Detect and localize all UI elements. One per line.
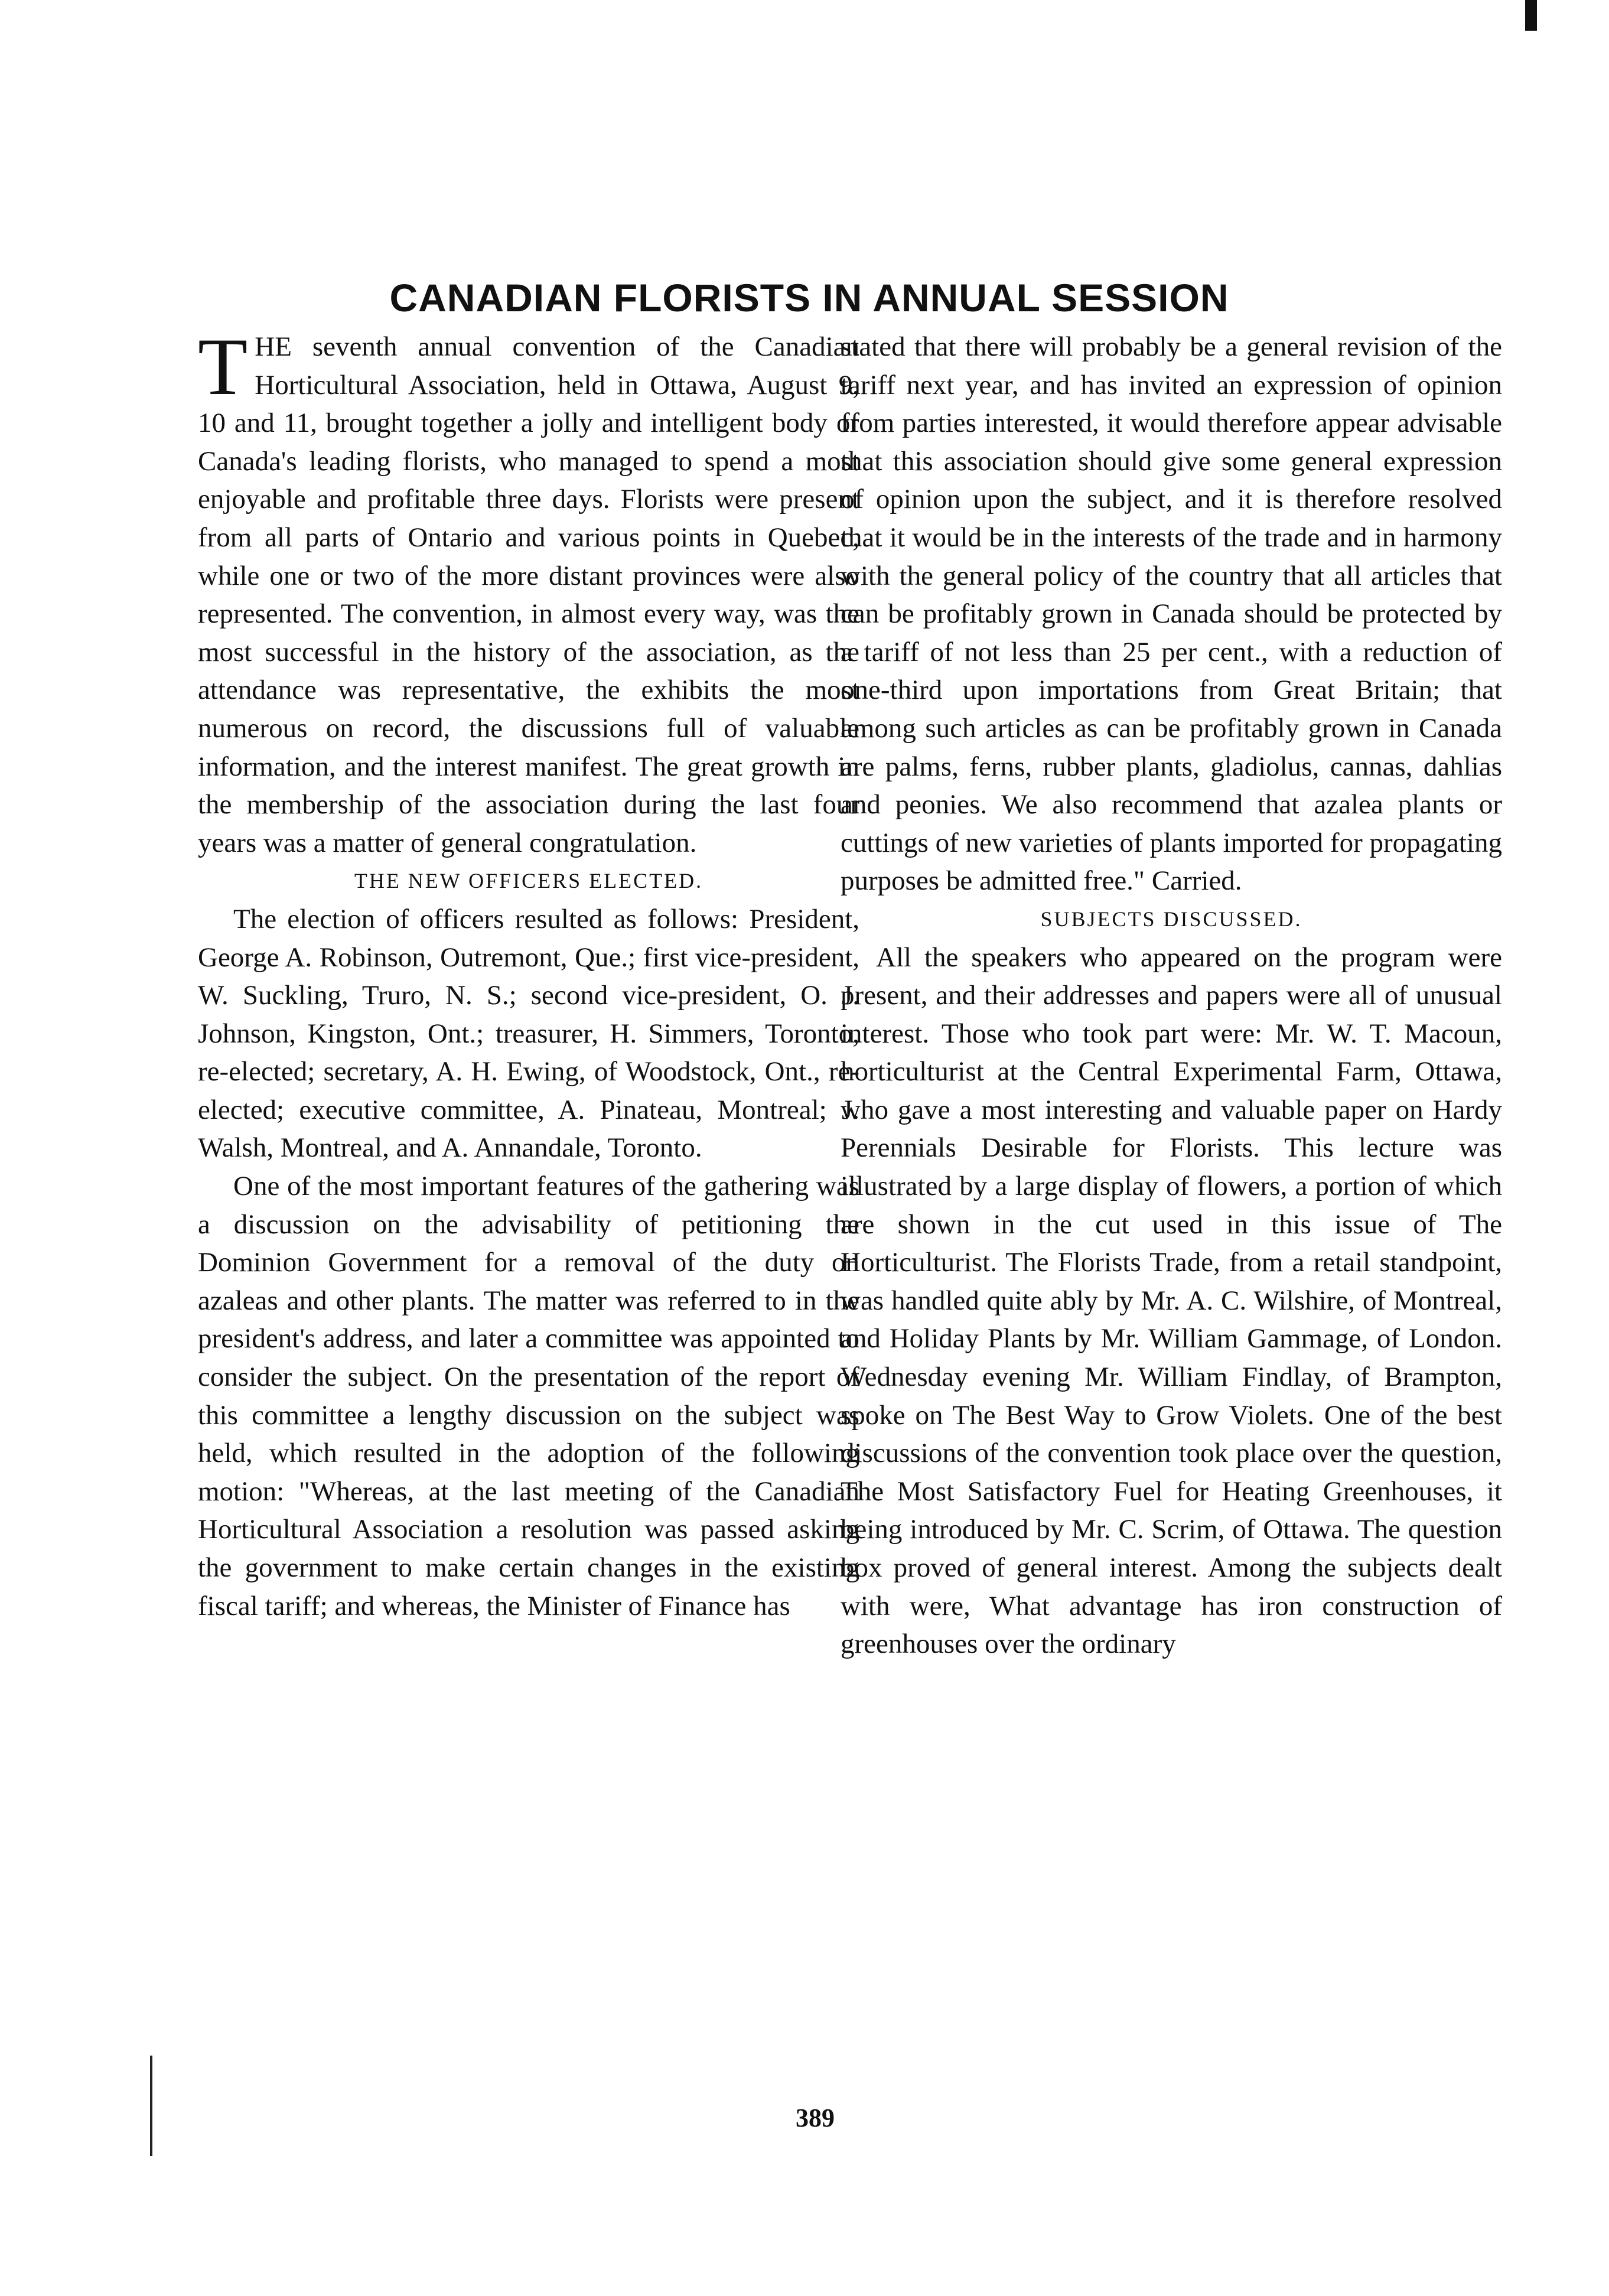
- subhead-subjects: SUBJECTS DISCUSSED.: [1040, 907, 1302, 931]
- article-title: CANADIAN FLORISTS IN ANNUAL SESSION: [389, 276, 1229, 320]
- margin-rule: [150, 2056, 152, 2156]
- officers-paragraph: The election of officers resulted as follows: President, George A. Robinson, Outremont, Que.; first vice-president, W. Suckling, Truro, N. S.; second vice-president, O. J. Johnson, Kingston, Ont.; treasurer, H. Simmers, Toronto, re-elected; secretary, A. H. Ewing, of Woodstock, Ont., re-elected; executive committee, A. Pinateau, Montreal; J. Walsh, Montreal, and A. Annandale, Toronto.: [198, 903, 859, 1164]
- right-column: [841, 328, 1502, 1663]
- drop-cap: T: [198, 321, 248, 412]
- intro-paragraph: [198, 321, 859, 862]
- tariff-continued-paragraph: stated that there will probably be a general revision of the tariff next year, and has invited an expression of opinion from parties interested, it would therefore appear advisable that this association should give some general expression of opinion upon the subject, and it is therefore resolved that it would be in the interests of the trade and in harmony with the general policy of the country that all articles that can be profitably grown in Canada should be protected by a tariff of not less than 25 per cent., with a reduction of one-third upon importations from Great Britain; that among such articles as can be profitably grown in Canada are palms, ferns, rubber plants, gladiolus, cannas, dahlias and peonies. We also recommend that azalea plants or cuttings of new varieties of plants imported for propagating purposes be admitted free." Carried.: [841, 331, 1502, 897]
- left-column: [198, 321, 859, 1625]
- page-number: 389: [796, 2103, 835, 2132]
- tariff-paragraph: One of the most important features of the gathering was a discussion on the advisability of petitioning the Dominion Government for a removal of the duty on azaleas and other plants. The matter was referred to in the president's address, and later a committee was appointed to consider the subject. On the presentation of the report of this committee a lengthy discussion on the subject was held, which resulted in the adoption of the following motion: "Whereas, at the last meeting of the Canadian Horticultural Association a resolution was passed asking the government to make certain changes in the existing fiscal tariff; and whereas, the Minister of Finance has: [198, 1171, 859, 1621]
- scan-corner-mark: [1525, 0, 1537, 31]
- subhead-officers: THE NEW OFFICERS ELECTED.: [354, 869, 703, 893]
- intro-text: HE seventh annual convention of the Canadian Horticultural Association, held in Ottawa, August 9, 10 and 11, brought together a jolly and intelligent body of Canada's leading florists, who managed to spend a most enjoyable and profitable three days. Florists were present from all parts of Ontario and various points in Quebec, while one or two of the more distant provinces were also represented. The convention, in almost every way, was the most successful in the history of the association, as the attendance was representative, the exhibits the most numerous on record, the discussions full of valuable information, and the interest manifest. The great growth in the membership of the association during the last four years was a matter of general congratulation.: [198, 331, 859, 858]
- subjects-paragraph: All the speakers who appeared on the program were present, and their addresses and papers were all of unusual interest. Those who took part were: Mr. W. T. Macoun, horticulturist at the Central Experimental Farm, Ottawa, who gave a most interesting and valuable paper on Hardy Perennials Desirable for Florists. This lecture was illustrated by a large display of flowers, a portion of which are shown in the cut used in this issue of The Horticulturist. The Florists Trade, from a retail standpoint, was handled quite ably by Mr. A. C. Wilshire, of Montreal, and Holiday Plants by Mr. William Gammage, of London. Wednesday evening Mr. William Findlay, of Brampton, spoke on The Best Way to Grow Violets. One of the best discussions of the convention took place over the question, The Most Satisfactory Fuel for Heating Greenhouses, it being introduced by Mr. C. Scrim, of Ottawa. The question box proved of general interest. Among the subjects dealt with were, What advantage has iron construction of greenhouses over the ordinary: [841, 942, 1502, 1660]
